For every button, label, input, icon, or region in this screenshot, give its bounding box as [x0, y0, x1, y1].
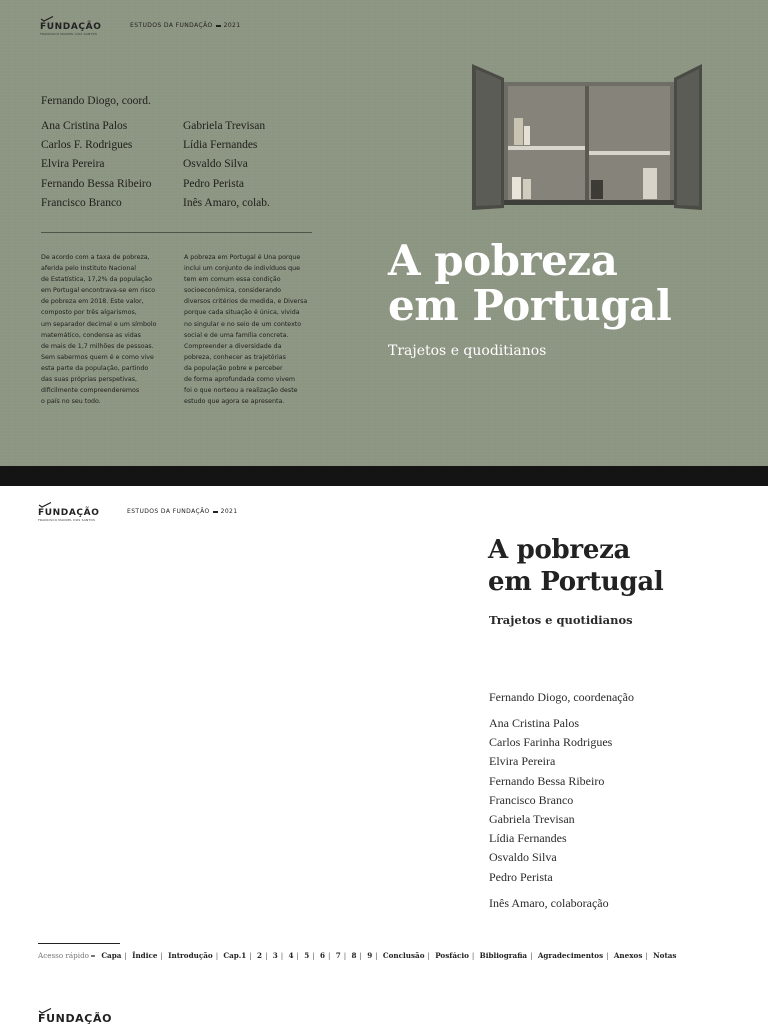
- author-name: Gabriela Trevisan: [183, 120, 266, 132]
- blurb-line: diversos critérios de medida, e Diversa: [184, 298, 308, 306]
- title-line: em Portugal: [488, 567, 664, 597]
- nav-separator: |: [280, 951, 284, 960]
- blurb-line: foi o que norteou a realização deste: [184, 387, 298, 395]
- nav-link-bibliografia[interactable]: Bibliografia: [479, 951, 528, 960]
- quick-access-label: Acesso rápido: [38, 951, 90, 960]
- author-name: Gabriela Trevisan: [489, 811, 575, 826]
- blurb-line: Compreender a diversidade da: [184, 342, 282, 350]
- author-name: Lídia Fernandes: [183, 139, 258, 152]
- nav-separator: |: [312, 951, 315, 960]
- foundation-logo[interactable]: [40, 16, 101, 36]
- blurb-line: De acordo com a taxa de pobreza,: [41, 254, 150, 261]
- nav-link-cap4[interactable]: 4: [288, 951, 294, 960]
- title-page-collaborator: Inês Amaro, colaboração: [489, 896, 609, 910]
- blurb-line: social e de uma família concreta.: [184, 331, 289, 339]
- author-name: Francisco Branco: [489, 792, 574, 807]
- footer-logo[interactable]: [38, 1008, 112, 1024]
- cover-authors-col1: [41, 120, 152, 216]
- nav-separator: |: [359, 951, 362, 960]
- nav-link-cap8[interactable]: 8: [351, 951, 357, 960]
- nav-separator: |: [427, 951, 430, 960]
- blurb-line: das suas próprias perspetivas,: [41, 376, 138, 384]
- blurb-line: da população pobre e perceber: [184, 364, 283, 372]
- series-name: ESTUDOS DA FUNDAÇÃO: [130, 22, 213, 29]
- blurb-line: um separador decimal e um símbolo: [41, 320, 157, 328]
- series-year: 2021: [220, 508, 238, 515]
- title-page-coordinator: Fernando Diogo, coordenação: [489, 690, 634, 704]
- nav-link-cap6[interactable]: 6: [319, 951, 325, 960]
- logo-subtitle: FRANCISCO MANUEL DOS SANTOS: [40, 32, 98, 36]
- cabinet-illustration: [468, 60, 706, 218]
- nav-link-posfacio[interactable]: Posfácio: [435, 951, 469, 960]
- title-line: A pobreza: [488, 535, 631, 565]
- nav-link-cap5[interactable]: 5: [304, 951, 310, 960]
- author-name: Lídia Fernandes: [489, 831, 567, 846]
- blurb-line: pobreza, conhecer as trajetórias: [184, 353, 286, 361]
- blurb-line: tem em comum essa condição: [184, 276, 281, 284]
- blurb-line: em Portugal encontrava-se em risco: [41, 287, 156, 295]
- nav-link-cap1[interactable]: Cap.1: [223, 951, 247, 960]
- nav-separator: |: [645, 951, 648, 960]
- nav-link-notas[interactable]: Notas: [653, 951, 677, 960]
- author-name: Elvira Pereira: [41, 158, 105, 171]
- cover-title-line: em Portugal: [388, 281, 672, 330]
- author-name: Fernando Bessa Ribeiro: [41, 177, 152, 190]
- nav-separator: |: [471, 951, 475, 960]
- author-name: Fernando Bessa Ribeiro: [489, 773, 605, 788]
- author-name: Ana Cristina Palos: [489, 716, 579, 730]
- nav-separator: |: [328, 951, 331, 960]
- author-name: Carlos F. Rodrigues: [41, 139, 133, 152]
- title-page-title: [488, 534, 664, 598]
- cover-blurb-col2: [184, 252, 319, 407]
- nav-separator: |: [124, 951, 127, 960]
- title-page-authors: [489, 716, 612, 889]
- nav-separator: |: [265, 951, 268, 960]
- nav-link-cap7[interactable]: 7: [335, 951, 341, 960]
- book-cover: [0, 0, 768, 466]
- author-name: Ana Cristina Palos: [41, 120, 128, 132]
- series-name: ESTUDOS DA FUNDAÇÃO: [127, 508, 210, 515]
- cover-subtitle: Trajetos e quoditianos: [388, 343, 547, 359]
- author-name: Osvaldo Silva: [489, 850, 557, 865]
- nav-separator: |: [296, 951, 299, 960]
- logo-subtitle: FRANCISCO MANUEL DOS SANTOS: [38, 518, 96, 522]
- logo-wordmark: FUNDAÇÃO: [38, 1012, 113, 1024]
- page-separator-band: [0, 466, 768, 486]
- blurb-line: socioeconómica, considerando: [184, 287, 281, 295]
- blurb-line: aferida pelo Instituto Nacional: [41, 265, 136, 273]
- logo-wordmark: FUNDAÇÃO: [38, 508, 100, 518]
- blurb-line: esta parte da população, partindo: [41, 364, 149, 372]
- title-page-subtitle: Trajetos e quotidianos: [489, 613, 633, 627]
- series-label: [130, 22, 240, 29]
- blurb-line: composto por três algarismos,: [41, 309, 137, 317]
- blurb-line: Sem sabermos quem é e como vive: [41, 353, 154, 361]
- foundation-logo[interactable]: [38, 502, 99, 522]
- author-name: Francisco Branco: [41, 196, 122, 209]
- cover-authors-col2: [183, 120, 270, 216]
- nav-separator: |: [160, 951, 163, 960]
- nav-separator: |: [375, 951, 378, 960]
- cover-divider: [41, 232, 312, 233]
- blurb-line: de Estatística, 17,2% da população: [41, 276, 152, 284]
- nav-link-conclusao[interactable]: Conclusão: [382, 951, 425, 960]
- series-dash-icon: [216, 25, 221, 27]
- blurb-line: de forma aprofundada como vivem: [184, 376, 295, 384]
- quick-nav-rule: [38, 943, 120, 944]
- nav-link-capa[interactable]: Capa: [101, 951, 122, 960]
- nav-link-cap2[interactable]: 2: [257, 951, 263, 960]
- blurb-line: no singular e no seio de um contexto: [184, 320, 302, 328]
- author-name: Elvira Pereira: [489, 754, 556, 769]
- blurb-line: porque cada situação é única, vivida: [184, 309, 300, 317]
- nav-separator: |: [343, 951, 347, 960]
- nav-link-cap9[interactable]: 9: [367, 951, 373, 960]
- cover-title: [388, 238, 671, 328]
- blurb-line: inclui um conjunto de indivíduos que: [184, 265, 301, 273]
- blurb-line: estudo que agora se apresenta.: [184, 398, 285, 406]
- author-name: Pedro Perista: [183, 177, 245, 190]
- nav-separator: |: [249, 951, 252, 960]
- nav-separator: |: [606, 951, 609, 960]
- nav-link-anexos[interactable]: Anexos: [613, 951, 643, 960]
- nav-link-introducao[interactable]: Introdução: [168, 951, 213, 960]
- blurb-line: de pobreza em 2018. Este valor,: [41, 298, 144, 306]
- blurb-line: dificilmente compreenderemos: [41, 387, 140, 395]
- series-label: [127, 508, 237, 515]
- author-name: Pedro Perista: [489, 869, 553, 884]
- blurb-line: matemático, condensa as vidas: [41, 331, 141, 339]
- series-year: 2021: [223, 22, 241, 29]
- cover-coordinator: Fernando Diogo, coord.: [41, 95, 151, 107]
- cover-title-line: A pobreza: [388, 236, 618, 285]
- nav-link-indice[interactable]: Índice: [132, 951, 158, 960]
- author-name: Inês Amaro, colab.: [183, 196, 270, 209]
- author-name: Carlos Farinha Rodrigues: [489, 735, 613, 750]
- arrow-right-icon: [91, 955, 95, 957]
- cover-blurb-col1: [41, 252, 176, 407]
- blurb-line: de mais de 1,7 milhões de pessoas.: [41, 342, 154, 350]
- series-dash-icon: [213, 511, 218, 513]
- blurb-line: o país no seu todo.: [41, 398, 101, 406]
- quick-access-nav: [38, 951, 676, 960]
- logo-wordmark: FUNDAÇÃO: [40, 22, 102, 32]
- author-name: Osvaldo Silva: [183, 158, 248, 171]
- nav-separator: |: [530, 951, 533, 960]
- nav-link-agradecimentos[interactable]: Agradecimentos: [537, 951, 604, 960]
- blurb-line: A pobreza em Portugal é Una porque: [184, 254, 301, 261]
- nav-link-cap3[interactable]: 3: [272, 951, 278, 960]
- nav-separator: |: [215, 951, 219, 960]
